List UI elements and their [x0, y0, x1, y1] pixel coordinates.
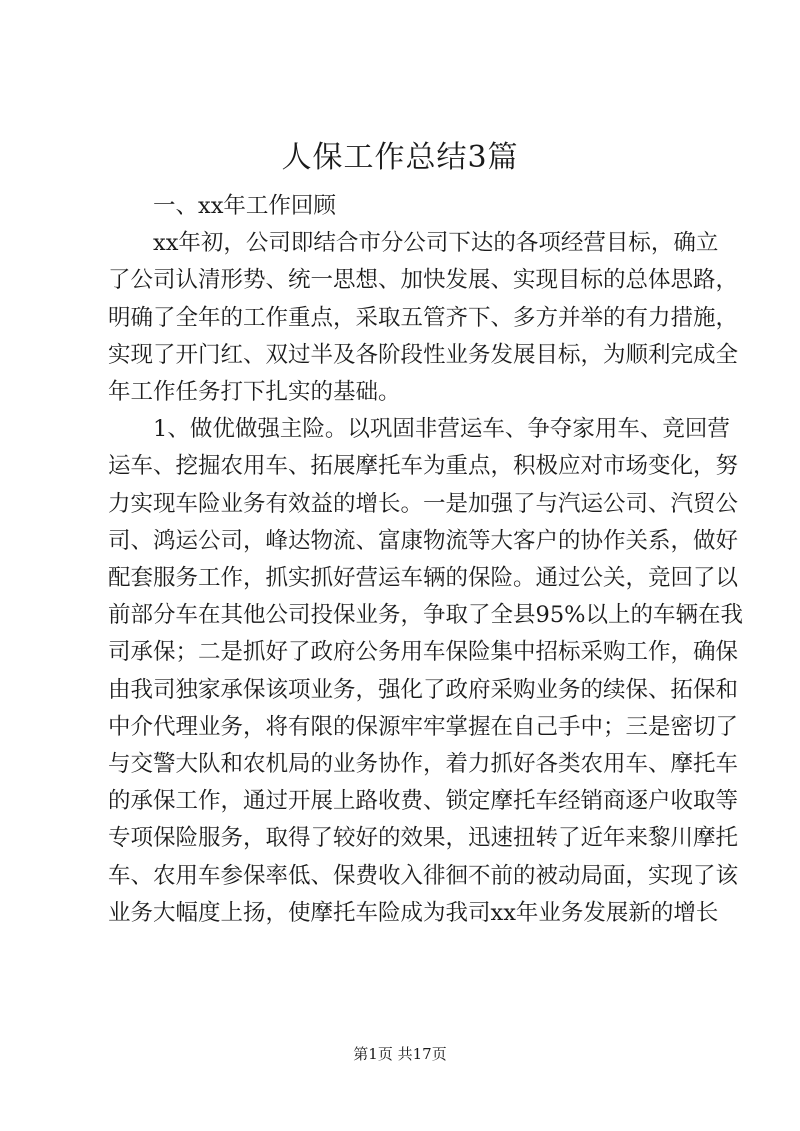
paragraph-line: 与交警大队和农机局的业务协作，着力抓好各类农用车、摩托车	[108, 751, 739, 778]
paragraph-line: xx年初，公司即结合市分公司下达的各项经营目标，确立	[153, 230, 719, 257]
paragraph-line: 1、做优做强主险。以巩固非营运车、争夺家用车、竞回营	[153, 416, 730, 443]
paragraph-line: 车、农用车参保率低、保费收入徘徊不前的被动局面，实现了该	[108, 862, 739, 889]
paragraph-line: 中介代理业务，将有限的保源牢牢掌握在自己手中；三是密切了	[108, 713, 739, 740]
paragraph-line: 运车、挖掘农用车、拓展摩托车为重点，积极应对市场变化，努	[108, 453, 739, 480]
paragraph-line: 实现了开门红、双过半及各阶段性业务发展目标，为顺利完成全	[108, 341, 739, 368]
paragraph-line: 年工作任务打下扎实的基础。	[108, 379, 401, 406]
paragraph-line: 力实现车险业务有效益的增长。一是加强了与汽运公司、汽贸公	[108, 490, 739, 517]
paragraph-line: 业务大幅度上扬，使摩托车险成为我司xx年业务发展新的增长	[108, 899, 719, 926]
paragraph-line: 司承保；二是抓好了政府公务用车保险集中招标采购工作，确保	[108, 639, 739, 666]
paragraph-line: 配套服务工作，抓实抓好营运车辆的保险。通过公关，竞回了以	[108, 565, 739, 592]
paragraph-line: 司、鸿运公司，峰达物流、富康物流等大客户的协作关系，做好	[108, 527, 739, 554]
paragraph-line: 由我司独家承保该项业务，强化了政府采购业务的续保、拓保和	[108, 676, 739, 703]
paragraph-line: 前部分车在其他公司投保业务，争取了全县95%以上的车辆在我	[108, 602, 744, 629]
document-body	[108, 188, 744, 932]
paragraph-line: 明确了全年的工作重点，采取五管齐下、多方并举的有力措施，	[108, 304, 739, 331]
document-title: 人保工作总结3篇	[281, 140, 519, 175]
page-footer: 第1页 共17页	[353, 1045, 447, 1063]
paragraph-line: 的承保工作，通过开展上路收费、锁定摩托车经销商逐户收取等	[108, 788, 739, 815]
section-heading: 一、xx年工作回顾	[153, 193, 336, 219]
paragraph-line: 了公司认清形势、统一思想、加快发展、实现目标的总体思路，	[108, 267, 739, 294]
paragraph-line: 专项保险服务，取得了较好的效果，迅速扭转了近年来黎川摩托	[108, 825, 739, 852]
